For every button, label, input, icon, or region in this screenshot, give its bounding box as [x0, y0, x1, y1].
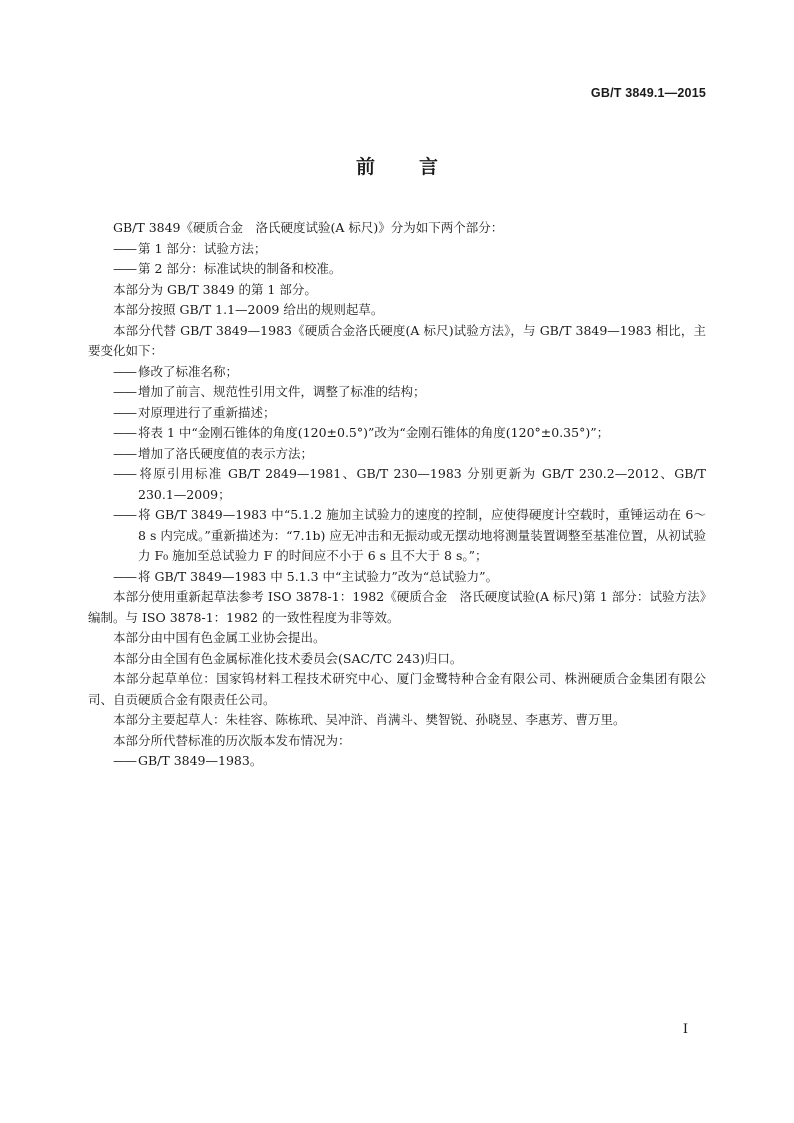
list-item-text: 第 1 部分：试验方法； [138, 240, 267, 256]
standard-number: GB/T 3849.1—2015 [590, 86, 706, 100]
list-item-text: 将 GB/T 3849—1983 中“5.1.2 施加主试验力的速度的控制，应使得硬度计空载时，重锤运动在 6～8 s 内完成。”重新描述为：“7.1b) 应无冲击和无振动或无摆动地将测量装置调整至基准位置，从初试验力 F₀ 施加至总试验力 F 的时间应不小于 6 s 且不大于 8 s。”； [138, 507, 706, 563]
list-item [88, 362, 706, 383]
dash-marker: —— [113, 384, 136, 399]
list-item [88, 382, 706, 403]
dash-marker: —— [113, 363, 136, 379]
list-item [88, 444, 706, 465]
paragraph-iso-reference: 本部分使用重新起草法参考 ISO 3878-1：1982《硬质合金 洛氏硬度试验(A 标尺)第 1 部分：试验方法》编制。与 ISO 3878-1：1982 的一致性程度为非等效。 [88, 589, 706, 625]
list-item [88, 259, 706, 280]
list-item-text: 修改了标准名称； [138, 363, 239, 379]
list-item-text: 将 GB/T 3849—1983 中 5.1.3 中“主试验力”改为“总试验力”。 [138, 568, 499, 584]
list-item [88, 751, 706, 772]
list-item [88, 239, 706, 260]
list-item [88, 423, 706, 444]
document-body [88, 218, 706, 772]
dash-marker: —— [113, 425, 136, 440]
dash-marker: —— [113, 466, 136, 481]
dash-marker: —— [113, 261, 136, 276]
paragraph-structure-intro: GB/T 3849《硬质合金 洛氏硬度试验(A 标尺)》分为如下两个部分： [113, 220, 504, 235]
list-item-text: 增加了洛氏硬度值的表示方法； [138, 445, 314, 461]
paragraph-part-statement: 本部分为 GB/T 3849 的第 1 部分。 [113, 281, 317, 297]
list-item-text: 增加了前言、规范性引用文件，调整了标准的结构； [138, 384, 426, 399]
dash-marker: —— [113, 240, 136, 256]
dash-marker: —— [113, 445, 136, 461]
paragraph-committee: 本部分由全国有色金属标准化技术委员会(SAC/TC 243)归口。 [113, 650, 463, 666]
list-item-text: 第 2 部分：标准试块的制备和校准。 [138, 261, 342, 276]
dash-marker: —— [113, 507, 136, 522]
paragraph-history: 本部分所代替标准的历次版本发布情况为： [113, 732, 351, 748]
page-title: 前言 [355, 156, 482, 178]
dash-marker: —— [113, 404, 136, 420]
list-item [88, 464, 706, 505]
paragraph-drafting-units: 本部分起草单位：国家钨材料工程技术研究中心、厦门金鹭特种合金有限公司、株洲硬质合金集团有限公司、自贡硬质合金有限责任公司。 [88, 671, 706, 707]
list-item-text: 将原引用标准 GB/T 2849—1981、GB/T 230—1983 分别更新为 GB/T 230.2—2012、GB/T 230.1—2009； [138, 466, 706, 502]
dash-marker: —— [113, 568, 136, 584]
paragraph-replacement: 本部分代替 GB/T 3849—1983《硬质合金洛氏硬度(A 标尺)试验方法》，与 GB/T 3849—1983 相比，主要变化如下： [88, 322, 706, 358]
page-number: I [682, 1022, 688, 1037]
paragraph-drafting-rules: 本部分按照 GB/T 1.1—2009 给出的规则起草。 [113, 302, 384, 317]
paragraph-drafters: 本部分主要起草人：朱桂容、陈栋玳、吴冲浒、肖满斗、樊智锐、孙晓昱、李惠芳、曹万里。 [113, 712, 626, 727]
paragraph-proposer: 本部分由中国有色金属工业协会提出。 [113, 630, 326, 645]
list-item-text: 将表 1 中“金刚石锥体的角度(120±0.5°)”改为“金刚石锥体的角度(120°±0.35°)”； [138, 425, 610, 440]
list-item-text: 对原理进行了重新描述； [138, 404, 276, 420]
list-item-text: GB/T 3849—1983。 [138, 753, 263, 768]
list-item [88, 505, 706, 567]
dash-marker: —— [113, 753, 136, 768]
list-item [88, 567, 706, 588]
list-item [88, 403, 706, 424]
